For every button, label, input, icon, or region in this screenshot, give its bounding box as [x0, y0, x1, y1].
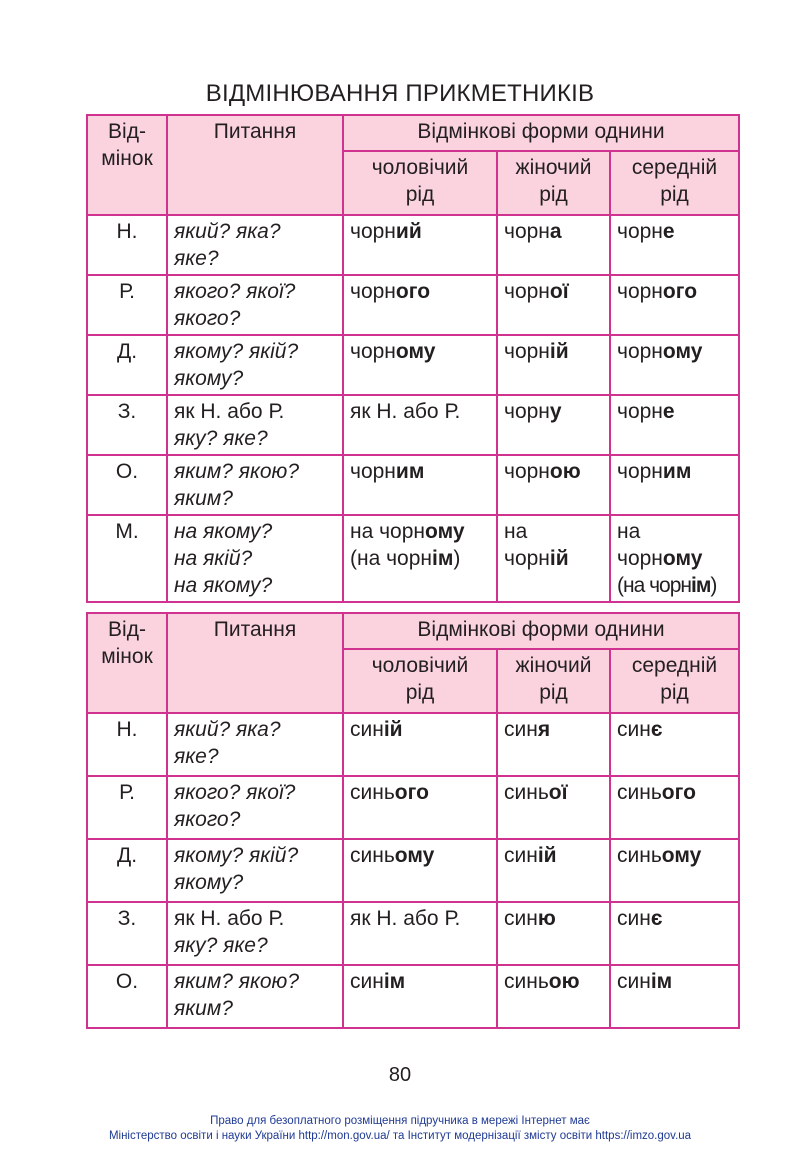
masc-form: як Н. або Р.: [343, 395, 497, 455]
masc-form: як Н. або Р.: [343, 902, 497, 965]
fem-form: чорною: [497, 455, 610, 515]
table-row: [87, 839, 739, 902]
question-cell: як Н. або Р. яку? яке?: [167, 902, 343, 965]
case-cell: Н.: [87, 713, 167, 776]
case-cell: З.: [87, 395, 167, 455]
masc-form: синім: [343, 965, 497, 1028]
header-question: Питання: [167, 613, 343, 713]
case-cell: М.: [87, 515, 167, 602]
masc-form: синього: [343, 776, 497, 839]
neut-form: чорним: [610, 455, 739, 515]
case-cell: Р.: [87, 776, 167, 839]
masc-form: чорний: [343, 215, 497, 275]
neut-form: чорному: [610, 335, 739, 395]
header-masculine: чоловічий рід: [343, 151, 497, 215]
case-cell: Д.: [87, 335, 167, 395]
neut-form: синьому: [610, 839, 739, 902]
neut-form: синє: [610, 713, 739, 776]
header-case: Від- мінок: [87, 115, 167, 215]
case-cell: О.: [87, 965, 167, 1028]
fem-form: чорної: [497, 275, 610, 335]
page-number: 80: [388, 1064, 412, 1086]
header-neuter: середній рід: [610, 649, 739, 713]
question-cell: яким? якою? яким?: [167, 455, 343, 515]
case-cell: Д.: [87, 839, 167, 902]
fem-form: синю: [497, 902, 610, 965]
fem-form: чорну: [497, 395, 610, 455]
question-cell: якого? якої? якого?: [167, 776, 343, 839]
neut-form: чорне: [610, 395, 739, 455]
table-row: [87, 335, 739, 395]
header-neuter: середній рід: [610, 151, 739, 215]
table-row: [87, 515, 739, 602]
header-feminine: жіночий рід: [497, 151, 610, 215]
table-row: [87, 215, 739, 275]
question-cell: якому? якій? якому?: [167, 839, 343, 902]
fem-form: синьою: [497, 965, 610, 1028]
neut-form: чорного: [610, 275, 739, 335]
fem-form: синій: [497, 839, 610, 902]
masc-form: чорного: [343, 275, 497, 335]
page-title: ВІДМІНЮВАННЯ ПРИКМЕТНИКІВ: [205, 80, 595, 107]
question-cell: як Н. або Р. яку? яке?: [167, 395, 343, 455]
table-row: [87, 275, 739, 335]
masc-form: синьому: [343, 839, 497, 902]
declension-table-chornyi: [86, 114, 740, 603]
masc-form: на чорному (на чорнім): [343, 515, 497, 602]
question-cell: на якому? на якій? на якому?: [167, 515, 343, 602]
declension-table-synii: [86, 612, 740, 1029]
header-masculine: чоловічий рід: [343, 649, 497, 713]
masc-form: синій: [343, 713, 497, 776]
neut-form: синє: [610, 902, 739, 965]
header-question: Питання: [167, 115, 343, 215]
masc-form: чорним: [343, 455, 497, 515]
header-feminine: жіночий рід: [497, 649, 610, 713]
question-cell: якому? якій? якому?: [167, 335, 343, 395]
case-cell: О.: [87, 455, 167, 515]
case-cell: Н.: [87, 215, 167, 275]
header-forms: Відмінкові форми однини: [343, 115, 739, 151]
table-row: [87, 713, 739, 776]
table-row: [87, 965, 739, 1028]
table-row: [87, 776, 739, 839]
question-cell: який? яка? яке?: [167, 713, 343, 776]
table-row: [87, 455, 739, 515]
table-row: [87, 902, 739, 965]
table-row: [87, 395, 739, 455]
fem-form: синя: [497, 713, 610, 776]
neut-form: чорне: [610, 215, 739, 275]
neut-form: синього: [610, 776, 739, 839]
neut-form: синім: [610, 965, 739, 1028]
fem-form: на чорній: [497, 515, 610, 602]
header-case: Від- мінок: [87, 613, 167, 713]
copyright-footer: [0, 1114, 800, 1144]
fem-form: чорна: [497, 215, 610, 275]
question-cell: якого? якої? якого?: [167, 275, 343, 335]
header-forms: Відмінкові форми однини: [343, 613, 739, 649]
case-cell: З.: [87, 902, 167, 965]
masc-form: чорному: [343, 335, 497, 395]
question-cell: який? яка? яке?: [167, 215, 343, 275]
footer-line-2: Міністерство освіти і науки України http://mon.gov.ua/ та Інститут модернізації змісту освіти https://imzo.gov.ua: [108, 1130, 692, 1142]
fem-form: чорній: [497, 335, 610, 395]
case-cell: Р.: [87, 275, 167, 335]
footer-line-1: Право для безоплатного розміщення підручника в мережі Інтернет має: [210, 1115, 590, 1127]
fem-form: синьої: [497, 776, 610, 839]
neut-form: на чорному (на чорнім): [610, 515, 739, 602]
question-cell: яким? якою? яким?: [167, 965, 343, 1028]
